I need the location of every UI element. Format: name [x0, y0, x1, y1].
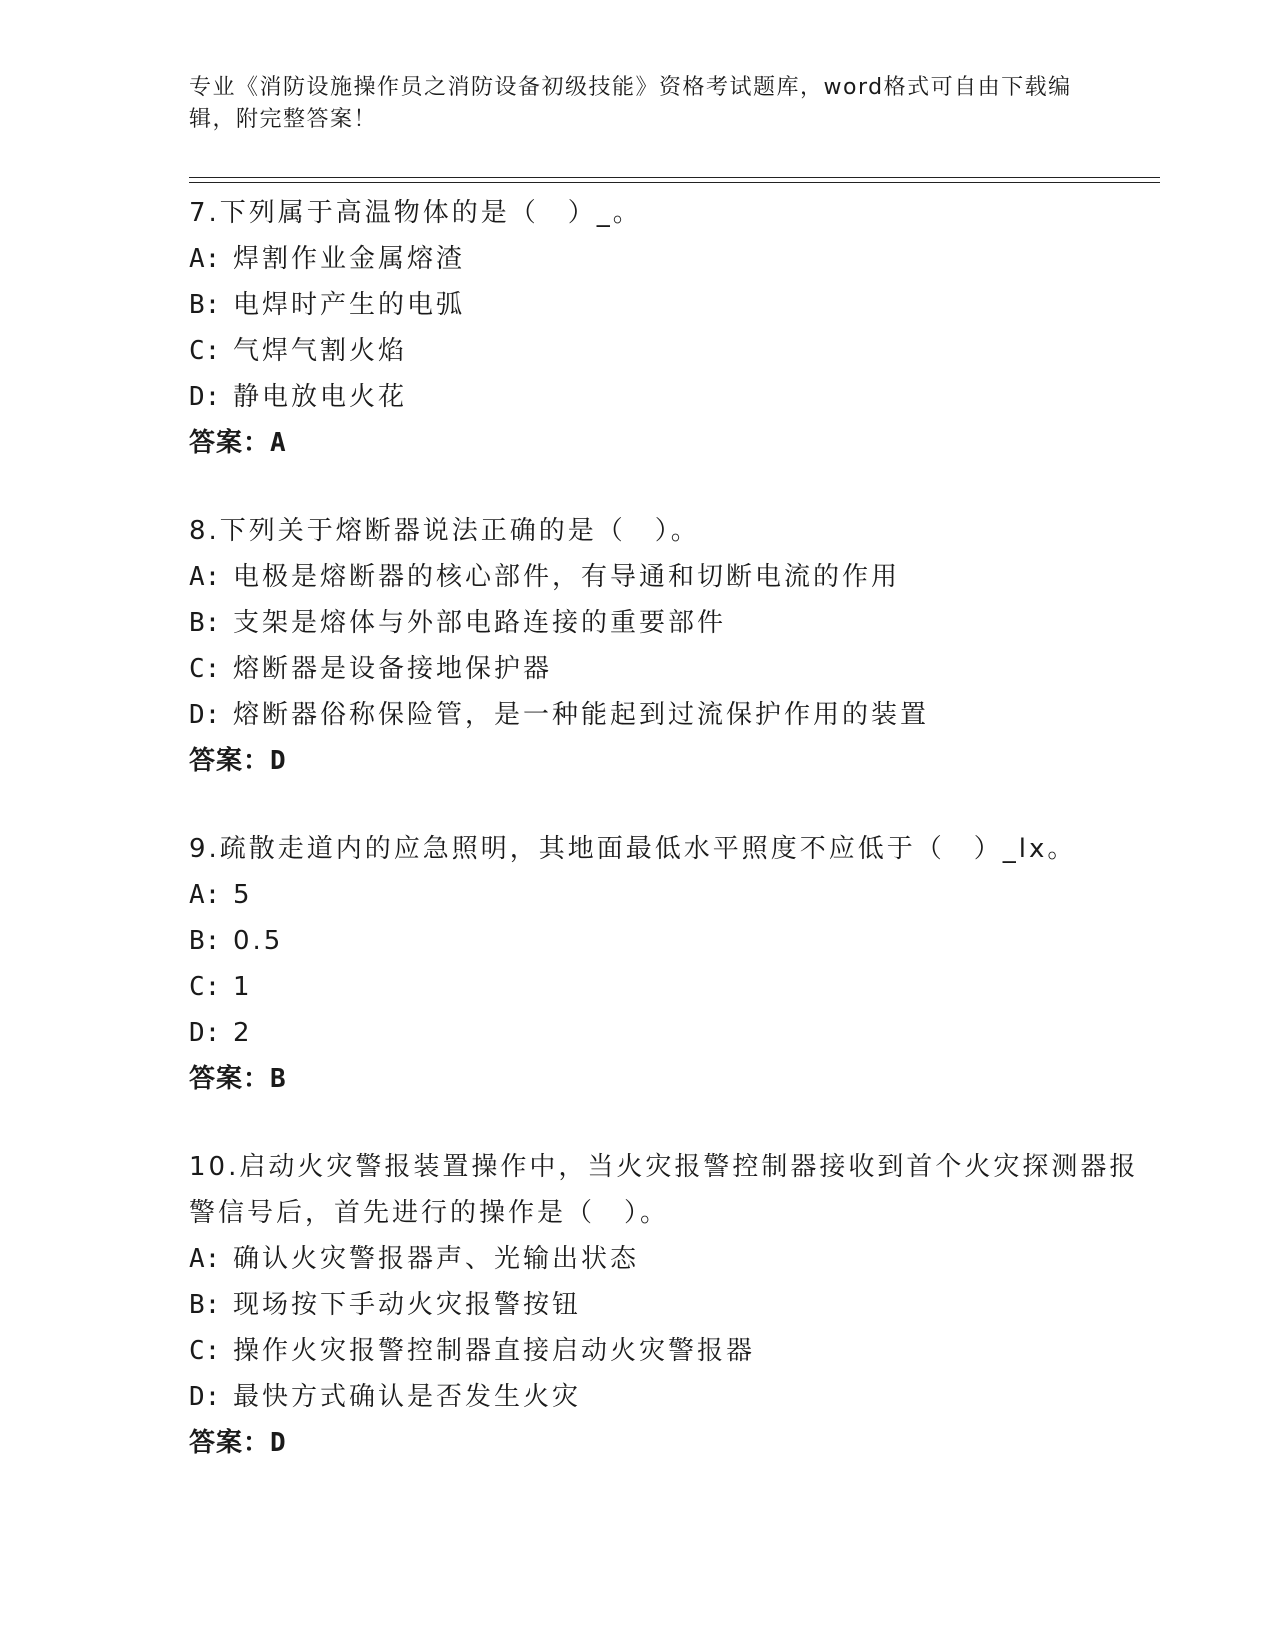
option-d: [189, 1010, 1149, 1056]
option-key: D:: [189, 382, 221, 412]
header-divider-bottom: [189, 182, 1160, 183]
option-b: [189, 282, 1149, 328]
question-stem: 7.下列属于高温物体的是（ ）_。: [189, 198, 642, 228]
option-key: B:: [189, 926, 221, 956]
option-a: [189, 1236, 1149, 1282]
question-9: [189, 826, 1149, 1102]
answer-label: 答案：: [189, 1428, 271, 1458]
answer-line: [189, 738, 1149, 784]
option-key: C:: [189, 336, 221, 366]
option-key: C:: [189, 654, 221, 684]
option-text: 气焊气割火焰: [233, 336, 408, 366]
option-a: [189, 554, 1149, 600]
option-d: [189, 692, 1149, 738]
document-header: 专业《消防设施操作员之消防设备初级技能》资格考试题库，word格式可自由下载编辑，附完整答案！: [189, 75, 1072, 132]
option-key: B:: [189, 1290, 221, 1320]
answer-line: [189, 1420, 1149, 1466]
option-text: 1: [233, 972, 253, 1002]
option-b: [189, 918, 1149, 964]
question-list: [189, 190, 1149, 1508]
option-text: 最快方式确认是否发生火灾: [233, 1382, 582, 1412]
question-stem: 10.启动火灾警报装置操作中，当火灾报警控制器接收到首个火灾探测器报警信号后，首先进行的操作是（ ）。: [189, 1152, 1139, 1228]
question-10: [189, 1144, 1149, 1466]
option-c: [189, 1328, 1149, 1374]
option-key: A:: [189, 880, 221, 910]
option-key: D:: [189, 1382, 221, 1412]
option-text: 现场按下手动火灾报警按钮: [233, 1290, 582, 1320]
question-8: [189, 508, 1149, 784]
option-text: 支架是熔体与外部电路连接的重要部件: [233, 608, 727, 638]
option-text: 焊割作业金属熔渣: [233, 244, 466, 274]
option-d: [189, 1374, 1149, 1420]
answer-label: 答案：: [189, 1064, 271, 1094]
option-text: 静电放电火花: [233, 382, 408, 412]
option-key: A:: [189, 1244, 221, 1274]
option-key: D:: [189, 1018, 221, 1048]
option-c: [189, 646, 1149, 692]
option-c: [189, 328, 1149, 374]
answer-value: B: [270, 1064, 287, 1094]
option-key: C:: [189, 1336, 221, 1366]
question-7: [189, 190, 1149, 466]
option-key: A:: [189, 244, 221, 274]
answer-line: [189, 1056, 1149, 1102]
option-text: 熔断器是设备接地保护器: [233, 654, 553, 684]
question-stem: 9.疏散走道内的应急照明，其地面最低水平照度不应低于（ ）_lx。: [189, 834, 1077, 864]
option-a: [189, 236, 1149, 282]
option-key: D:: [189, 700, 221, 730]
answer-label: 答案：: [189, 746, 271, 776]
option-b: [189, 1282, 1149, 1328]
option-key: B:: [189, 290, 221, 320]
option-text: 0.5: [233, 926, 284, 956]
option-text: 2: [233, 1018, 253, 1048]
question-stem: 8.下列关于熔断器说法正确的是（ ）。: [189, 516, 700, 546]
answer-value: D: [270, 1428, 287, 1458]
header-divider-top: [189, 177, 1160, 178]
option-a: [189, 872, 1149, 918]
answer-line: [189, 420, 1149, 466]
option-c: [189, 964, 1149, 1010]
option-d: [189, 374, 1149, 420]
answer-value: A: [270, 428, 287, 458]
option-b: [189, 600, 1149, 646]
option-text: 熔断器俗称保险管，是一种能起到过流保护作用的装置: [233, 700, 930, 730]
option-key: B:: [189, 608, 221, 638]
option-key: A:: [189, 562, 221, 592]
option-text: 操作火灾报警控制器直接启动火灾警报器: [233, 1336, 756, 1366]
option-text: 确认火灾警报器声、光输出状态: [233, 1244, 640, 1274]
option-key: C:: [189, 972, 221, 1002]
option-text: 电极是熔断器的核心部件，有导通和切断电流的作用: [233, 562, 901, 592]
answer-label: 答案：: [189, 428, 271, 458]
option-text: 5: [233, 880, 253, 910]
answer-value: D: [270, 746, 287, 776]
option-text: 电焊时产生的电弧: [233, 290, 466, 320]
